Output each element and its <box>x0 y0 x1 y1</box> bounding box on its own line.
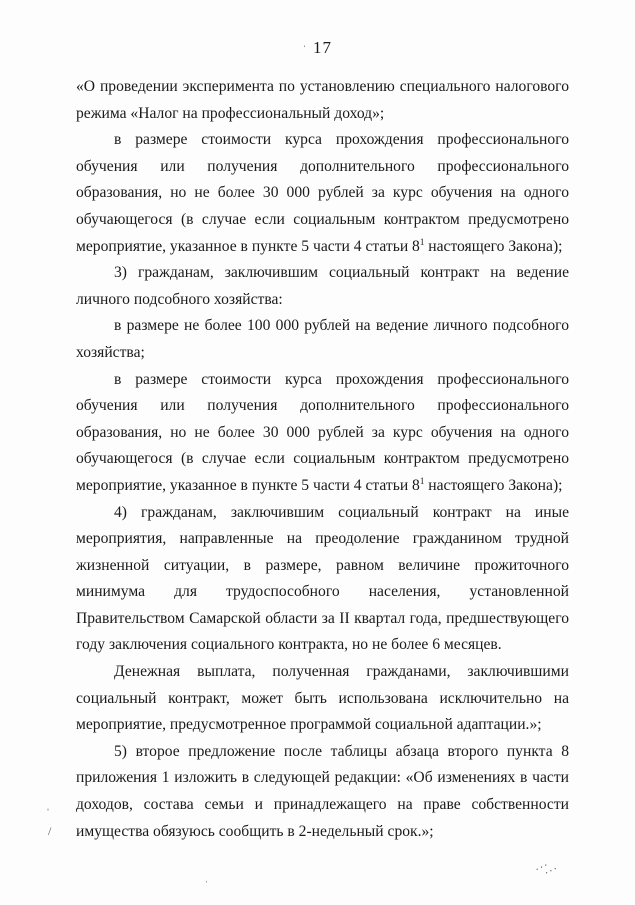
paragraph-2-text: в размере стоимости курса прохождения профессионального обучения или получения дополнительного профессионального образования, но не более 30 000 рублей за курс обучения на одного обучающегося (в случае если социальным контрактом предусмотрено мероприятие, указанное в пункте 5 части 4 статьи 8 <box>76 131 569 255</box>
paragraph-5-text: в размере стоимости курса прохождения профессионального обучения или получения дополнительного профессионального образования, но не более 30 000 рублей за курс обучения на одного обучающегося (в случае если социальным контрактом предусмотрено мероприятие, указанное в пункте 5 части 4 статьи 8 <box>76 370 569 494</box>
page-number-text: 17 <box>313 38 332 57</box>
paragraph-6 <box>76 500 569 660</box>
scan-artifact: ˈ <box>205 880 209 891</box>
paragraph-3-text: 3) гражданам, заключившим социальный контракт на ведение личного подсобного хозяйства: <box>76 264 569 308</box>
paragraph-2-tail: настоящего Закона); <box>424 237 563 255</box>
scan-artifact: ˈ <box>46 806 50 820</box>
paragraph-5 <box>76 367 569 500</box>
paragraph-6-text: 4) гражданам, заключившим социальный контракт на иные мероприятия, направленные на преодоление гражданином трудной жизненной ситуации, в размере, равном величине прожиточного минимума для трудоспособного населения, установленной Правительством Самарской области за II квартал года, предшествующего году заключения социального контракта, но не более 6 месяцев. <box>76 503 569 654</box>
superscript: 1 <box>419 236 425 247</box>
paragraph-2 <box>76 127 569 260</box>
paragraph-1-text: «О проведении эксперимента по установлению специального налогового режима «Налог на профессиональный доход»; <box>76 78 569 122</box>
superscript: 1 <box>419 475 425 486</box>
document-body <box>76 74 569 845</box>
paragraph-7-text: Денежная выплата, полученная гражданами, заключившими социальный контракт, может быть использована исключительно на мероприятие, предусмотренное программой социальной адаптации.»; <box>76 663 569 734</box>
page-number <box>0 38 635 58</box>
scan-mark: ˈ <box>303 44 307 55</box>
scan-artifact: ⋰⋰ <box>534 860 558 879</box>
paragraph-7 <box>76 659 569 739</box>
paragraph-3 <box>76 260 569 313</box>
paragraph-1 <box>76 74 569 127</box>
paragraph-5-tail: настоящего Закона); <box>424 476 563 494</box>
paragraph-4-text: в размере не более 100 000 рублей на ведение личного подсобного хозяйства; <box>76 317 569 361</box>
paragraph-4 <box>76 313 569 366</box>
paragraph-8-text: 5) второе предложение после таблицы абзаца второго пункта 8 приложения 1 изложить в следующей редакции: «Об изменениях в части доходов, состава семьи и принадлежащего на праве собственности имущества обязуюсь сообщить в 2-недельный срок.»; <box>76 742 569 840</box>
scan-artifact: / <box>48 824 52 838</box>
paragraph-8 <box>76 739 569 845</box>
